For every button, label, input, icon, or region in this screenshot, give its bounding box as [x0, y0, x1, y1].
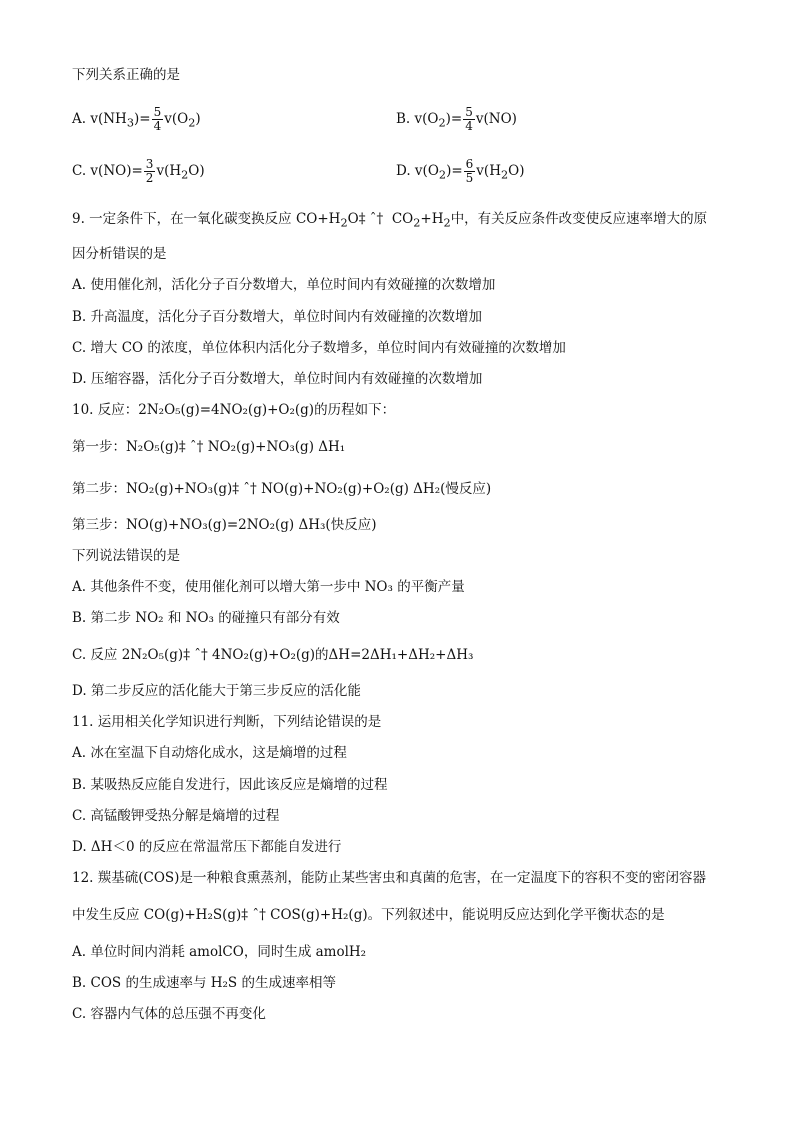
q10-option-c: C. 反应 2N₂O₅(g)‡ ˆ† 4NO₂(g)+O₂(g)的ΔH=2ΔH₁+ΔH₂+ΔH₃	[72, 647, 474, 663]
q12-option-b: B. COS 的生成速率与 H₂S 的生成速率相等	[72, 975, 336, 991]
q8-option-c: C. v(NO)= $\frac{3}{2}$ $v(H_2O)$	[72, 157, 205, 185]
q9-stem-line2: 因分析错误的是	[72, 246, 167, 262]
q10-step1: 第一步：N₂O₅(g)‡ ˆ† NO₂(g)+NO₃(g) ΔH₁	[72, 439, 346, 455]
q11-option-a: A. 冰在室温下自动熔化成水，这是熵增的过程	[72, 745, 347, 761]
q10-option-d: D. 第二步反应的活化能大于第三步反应的活化能	[72, 683, 361, 699]
q10-option-a: A. 其他条件不变，使用催化剂可以增大第一步中 NO₃ 的平衡产量	[72, 579, 465, 595]
q12-stem-line1: 12. 羰基硫(COS)是一种粮食熏蒸剂，能防止某些害虫和真菌的危害，在一定温度下的容积不变的密闭容器	[72, 870, 706, 886]
q9-option-a: A. 使用催化剂，活化分子百分数增大，单位时间内有效碰撞的次数增加	[72, 277, 496, 293]
q8-option-a: A. $v(NH_3)=$ $\frac{5}{4}$ $v(O_2)$	[72, 105, 201, 133]
q10-stem: 10. 反应：2N₂O₅(g)=4NO₂(g)+O₂(g)的历程如下：	[72, 402, 396, 418]
q10-step3: 第三步：NO(g)+NO₃(g)=2NO₂(g) ΔH₃(快反应)	[72, 517, 377, 533]
q9-option-b: B. 升高温度，活化分子百分数增大，单位时间内有效碰撞的次数增加	[72, 309, 483, 325]
q9-option-c: C. 增大 CO 的浓度，单位体积内活化分子数增多，单位时间内有效碰撞的次数增加	[72, 340, 566, 356]
q11-option-d: D. ΔH＜0 的反应在常温常压下都能自发进行	[72, 839, 342, 855]
q8-option-b: B. $v(O_2)=$ $\frac{5}{4}$ v(NO)	[396, 105, 517, 133]
question-intro: 下列关系正确的是	[72, 67, 180, 83]
q11-stem: 11. 运用相关化学知识进行判断，下列结论错误的是	[72, 714, 382, 730]
q10-ask: 下列说法错误的是	[72, 548, 180, 564]
q12-stem-line2: 中发生反应 CO(g)+H₂S(g)‡ ˆ† COS(g)+H₂(g)。下列叙述中，能说明反应达到化学平衡状态的是	[72, 907, 665, 923]
fraction: $\frac{3}{2}$	[145, 157, 154, 185]
q9-option-d: D. 压缩容器，活化分子百分数增大，单位时间内有效碰撞的次数增加	[72, 371, 483, 387]
q10-option-b: B. 第二步 NO₂ 和 NO₃ 的碰撞只有部分有效	[72, 610, 340, 626]
q11-option-b: B. 某吸热反应能自发进行，因此该反应是熵增的过程	[72, 777, 388, 793]
fraction: $\frac{5}{4}$	[465, 105, 473, 133]
q11-option-c: C. 高锰酸钾受热分解是熵增的过程	[72, 808, 280, 824]
q10-step2: 第二步：NO₂(g)+NO₃(g)‡ ˆ† NO(g)+NO₂(g)+O₂(g) ΔH₂(慢反应)	[72, 481, 492, 497]
q9-stem-line1: 9. 一定条件下，在一氧化碳变换反应 $CO+H_2O\ddagger$ ˆ† $CO_2+H_2$中，有关反应条件改变使反应速率增大的原	[72, 211, 708, 230]
fraction: $\frac{6}{5}$	[465, 157, 474, 185]
fraction: $\frac{5}{4}$	[153, 105, 162, 133]
q8-option-d: D. $v(O_2)=$ $\frac{6}{5}$ $v(H_2O)$	[396, 157, 525, 185]
q12-option-c: C. 容器内气体的总压强不再变化	[72, 1006, 266, 1022]
q12-option-a: A. 单位时间内消耗 amolCO，同时生成 amolH₂	[72, 944, 367, 960]
